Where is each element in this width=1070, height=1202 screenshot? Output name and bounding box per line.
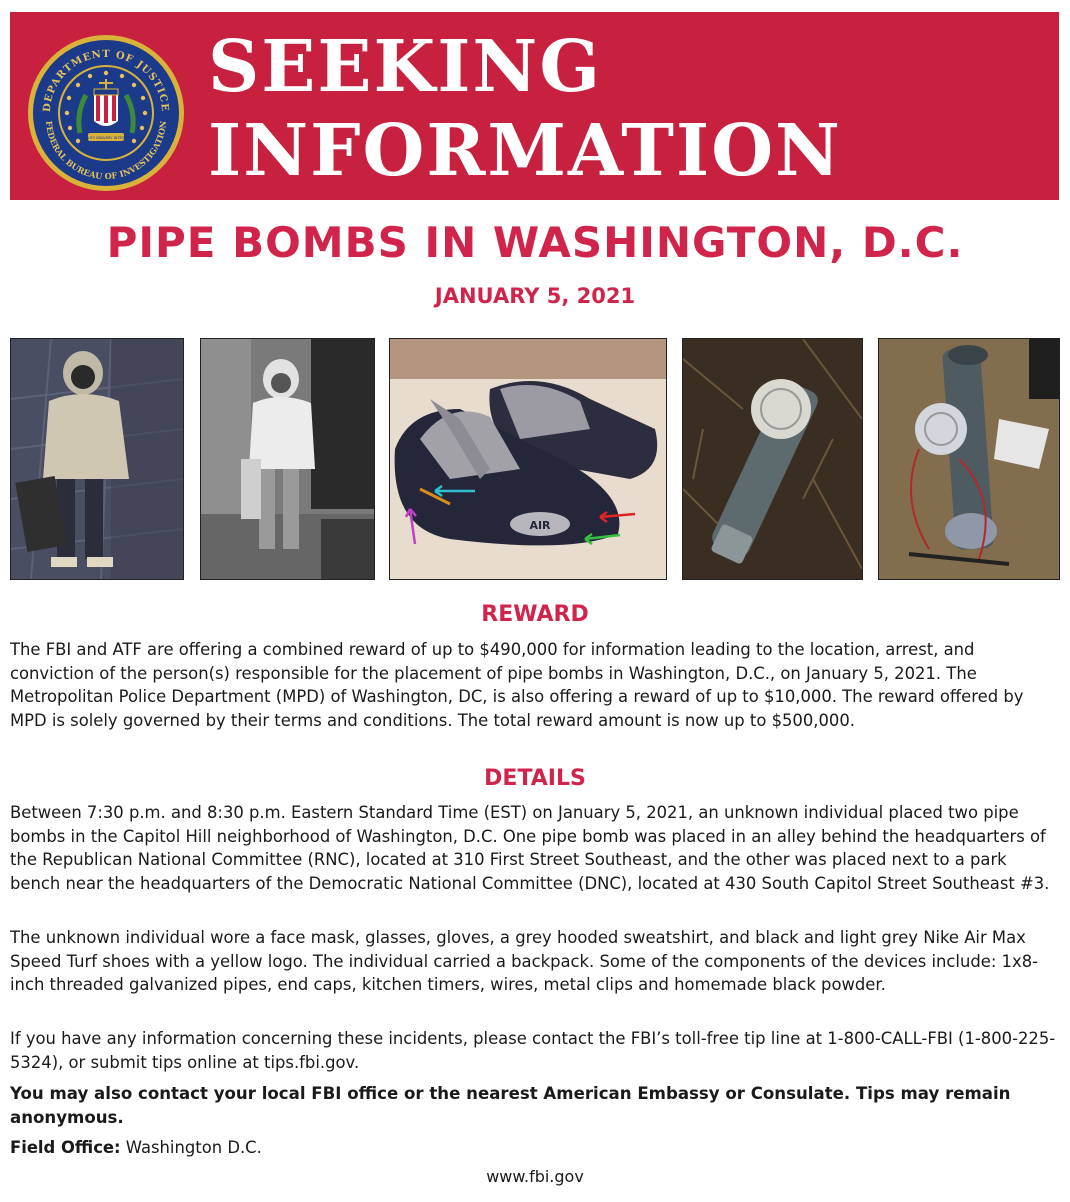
tip-line-paragraph: If you have any information concerning these incidents, please contact the FBI’s toll-free tip line at 1-800-CALL-FBI (1-800-225-5324), or submit tips online at tips.fbi.gov. xyxy=(10,1029,1056,1072)
reward-text: The FBI and ATF are offering a combined reward of up to $490,000 for information leading to the location, arrest, and conviction of the person(s) responsible for the placement of pipe bombs in Washington, D.C., on January 5, 2021. The Metropolitan Police Department (MPD) of Washington, DC, is also offering a reward of up to $10,000. The reward offered by MPD is solely governed by their terms and conditions. The total reward amount is now up to $500,000. xyxy=(10,640,1024,730)
details-paragraph-1: Between 7:30 p.m. and 8:30 p.m. Eastern Standard Time (EST) on January 5, 2021, an unknown individual placed two pipe bombs in the Capitol Hill neighborhood of Washington, D.C. One pipe bomb was placed in an alley behind the headquarters of the Republican National Committee (RNC), located at 310 First Street Southeast, and the other was placed next to a park bench near the headquarters of the Democratic National Committee (DNC), located at 430 South Capitol Street Southeast #3. xyxy=(10,803,1050,893)
footer-url: www.fbi.gov xyxy=(486,1167,584,1186)
banner-title xyxy=(208,24,842,192)
details-paragraph-2: The unknown individual wore a face mask, glasses, gloves, a grey hooded sweatshirt, and black and light grey Nike Air Max Speed Turf shoes with a yellow logo. The individual carried a backpack. Some of the components of the devices include: 1x8-inch threaded galvanized pipes, end caps, kitchen timers, wires, metal clips and homemade black powder. xyxy=(10,928,1039,994)
page-headline: PIPE BOMBS IN WASHINGTON, D.C. xyxy=(106,218,964,267)
field-office-label: Field Office: xyxy=(10,1138,121,1157)
shoes-photo xyxy=(389,338,667,580)
banner-title-line1: SEEKING xyxy=(208,24,602,108)
incident-date: JANUARY 5, 2021 xyxy=(434,284,636,308)
pipe-bomb-photo-2 xyxy=(878,338,1060,580)
details-heading: DETAILS xyxy=(484,766,586,791)
banner-title-line2: INFORMATION xyxy=(208,108,842,192)
suspect-photo-2 xyxy=(200,338,375,580)
pipe-bomb-photo-1 xyxy=(682,338,863,580)
svg-text:DEPARTMENT OF JUSTICE: DEPARTMENT OF JUSTICE xyxy=(41,48,171,113)
field-office xyxy=(10,1136,1060,1160)
svg-text:FIDELITY BRAVERY INTEGRITY: FIDELITY BRAVERY INTEGRITY xyxy=(79,136,133,140)
svg-text:AIR: AIR xyxy=(529,519,551,532)
fbi-seal-logo xyxy=(26,33,186,193)
svg-text:FEDERAL BUREAU OF INVESTIGATIO: FEDERAL BUREAU OF INVESTIGATION xyxy=(43,120,169,182)
field-office-value: Washington D.C. xyxy=(120,1138,262,1157)
reward-heading: REWARD xyxy=(481,602,589,627)
contact-notice: You may also contact your local FBI office or the nearest American Embassy or Consulate. Tips may remain anonymous. xyxy=(10,1084,1011,1127)
suspect-photo-1 xyxy=(10,338,184,580)
